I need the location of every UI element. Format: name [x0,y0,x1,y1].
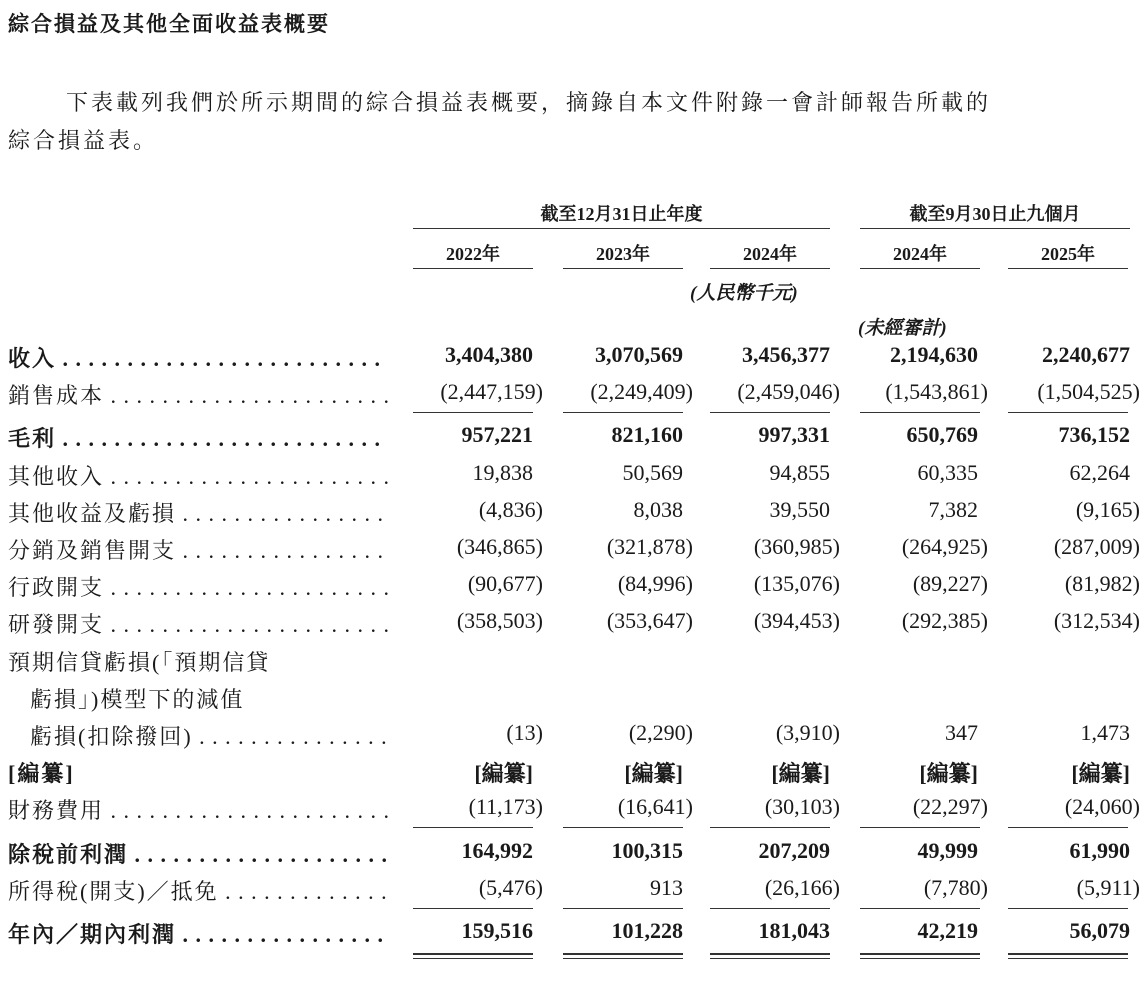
row-value: (353,647) [606,608,693,634]
row-label: 虧損(扣除撥回) . . . [8,720,388,751]
row-value: 94,855 [769,459,830,485]
row-value: (1,543,861) [885,379,988,405]
row-value: 3,070,569 [595,342,683,367]
unaudited-note: (未經審計) [858,318,947,339]
row-value: (26,166) [764,874,840,900]
row-value: 736,152 [1058,422,1130,448]
row-value: (292,385) [901,608,988,634]
row-value: 101,228 [611,918,683,943]
row-label: 除稅前利潤 . . . [8,838,388,869]
row-value: (2,447,159) [440,379,543,405]
row-value: 1,473 [1080,720,1130,745]
subtotal-rule [563,827,683,828]
year-header: 2025年 [1041,244,1095,264]
row-value: 60,335 [917,459,978,485]
row-value: 100,315 [611,837,683,863]
row-label: 分銷及銷售開支 . . . [8,534,388,565]
row-value: 957,221 [461,422,533,448]
row-value: (287,009) [1053,534,1140,559]
row-value: 56,079 [1069,918,1130,943]
row-value: 821,160 [611,422,683,448]
row-value: 913 [650,874,683,900]
total-double-rule [860,953,980,959]
year-underline [563,268,683,269]
subtotal-rule [1008,908,1128,909]
row-value: (358,503) [456,608,543,634]
row-value: 997,331 [758,422,830,448]
row-value: [編纂] [1071,761,1130,787]
year-underline [710,268,830,269]
row-value: (360,985) [753,534,840,559]
row-value: [編纂] [624,761,683,787]
row-label: 虧損」)模型下的減值 [30,686,245,712]
row-value: (3,910) [775,720,840,745]
row-value: 8,038 [633,496,683,522]
row-value: (16,641) [617,794,693,820]
header-rule [860,228,1130,229]
row-value: 347 [945,720,978,745]
row-value: (22,297) [912,794,988,820]
row-value: 2,240,677 [1042,342,1130,367]
row-value: (321,878) [606,534,693,559]
row-label: 毛利 . . . [8,422,388,453]
row-value: (30,103) [764,794,840,820]
row-value: (13) [506,720,543,745]
row-value: 39,550 [769,496,830,522]
total-double-rule [413,953,533,959]
row-value: [編纂] [919,761,978,787]
row-value: 3,456,377 [742,342,830,367]
row-label: 其他收益及虧損 . . . [8,497,388,528]
row-value: 181,043 [758,918,830,943]
row-value: 50,569 [622,459,683,485]
row-value: 19,838 [472,459,533,485]
row-value: (346,865) [456,534,543,559]
row-value: 42,219 [917,918,978,943]
row-value: (1,504,525) [1037,379,1140,405]
row-value: (2,459,046) [737,379,840,405]
row-value: (9,165) [1075,496,1140,522]
unit-note: (人民幣千元) [690,283,798,304]
subtotal-rule [860,827,980,828]
row-label: [編纂] [8,761,75,787]
header-rule [413,228,830,229]
row-value: (312,534) [1053,608,1140,634]
year-underline [413,268,533,269]
row-value: 62,264 [1069,459,1130,485]
year-header: 2022年 [446,244,500,264]
subtotal-rule [1008,412,1128,413]
row-value: (4,836) [478,496,543,522]
year-header: 2023年 [596,244,650,264]
row-value: (135,076) [753,571,840,597]
subtotal-rule [413,908,533,909]
year-header: 2024年 [743,244,797,264]
subtotal-rule [860,908,980,909]
row-label: 研發開支 . . . [8,608,388,639]
total-double-rule [563,953,683,959]
header-group-nine-months: 截至9月30日止九個月 [909,204,1081,224]
row-value: 2,194,630 [890,342,978,367]
row-value: 61,990 [1069,837,1130,863]
intro-line-2: 綜合損益表。 [8,128,159,153]
row-value: (5,911) [1076,874,1140,900]
subtotal-rule [710,908,830,909]
subtotal-rule [860,412,980,413]
year-header: 2024年 [893,244,947,264]
row-value: (5,476) [478,874,543,900]
row-label: 銷售成本 . . . [8,379,388,410]
row-value: (81,982) [1064,571,1140,597]
row-value: 650,769 [906,422,978,448]
row-value: (394,453) [753,608,840,634]
row-value: (2,249,409) [590,379,693,405]
subtotal-rule [710,827,830,828]
row-value: (7,780) [923,874,988,900]
row-label: 收入 . . . [8,342,388,373]
subtotal-rule [563,412,683,413]
subtotal-rule [413,412,533,413]
row-label: 預期信貸虧損(「預期信貸 [8,649,271,675]
row-value: (89,227) [912,571,988,597]
row-value: (84,996) [617,571,693,597]
row-value: 207,209 [758,837,830,863]
row-value: (90,677) [467,571,543,597]
year-underline [1008,268,1128,269]
row-value: [編纂] [771,761,830,787]
total-double-rule [1008,953,1128,959]
row-value: (264,925) [901,534,988,559]
row-label: 行政開支 . . . [8,571,388,602]
row-value: (11,173) [468,794,543,820]
row-value: 7,382 [928,496,978,522]
subtotal-rule [710,412,830,413]
row-value: 3,404,380 [445,342,533,367]
row-value: 159,516 [461,918,533,943]
row-label: 所得稅(開支)／抵免 . . . [8,875,388,906]
row-value: 164,992 [461,837,533,863]
row-label: 年內／期內利潤 . . . [8,918,388,949]
row-value: 49,999 [917,837,978,863]
intro-line-1: 下表載列我們於所示期間的綜合損益表概要，摘錄自本文件附錄一會計師報告所載的 [66,90,992,115]
section-title: 綜合損益及其他全面收益表概要 [8,12,330,36]
year-underline [860,268,980,269]
row-value: (24,060) [1064,794,1140,820]
row-value: [編纂] [474,761,533,787]
total-double-rule [710,953,830,959]
row-value: (2,290) [628,720,693,745]
subtotal-rule [1008,827,1128,828]
header-group-annual: 截至12月31日止年度 [540,204,703,224]
row-label: 財務費用 . . . [8,794,388,825]
subtotal-rule [563,908,683,909]
row-label: 其他收入 . . . [8,460,388,491]
subtotal-rule [413,827,533,828]
